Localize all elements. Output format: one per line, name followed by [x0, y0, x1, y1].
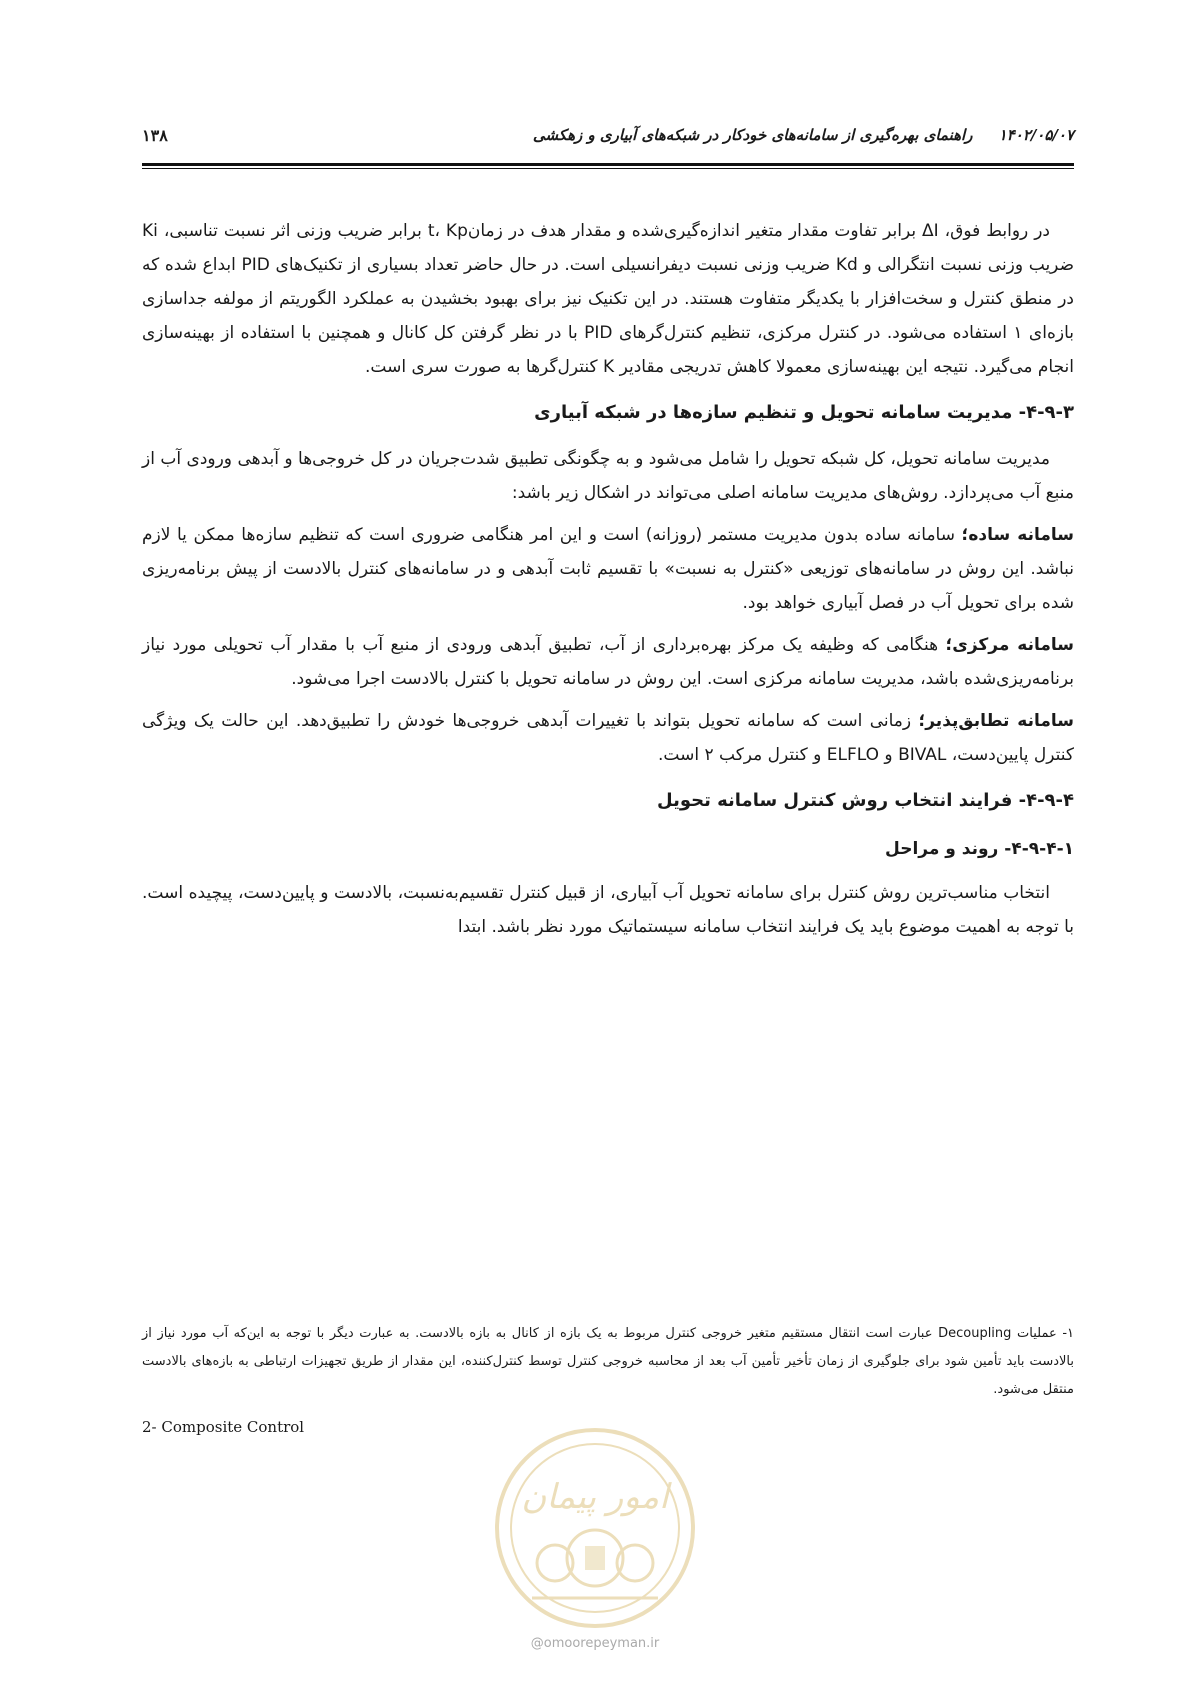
- header-book-title: راهنمای بهره‌گیری از سامانه‌های خودکار در شبکه‌های آبیاری و زهکشی: [532, 126, 973, 144]
- header-rule-thick: [142, 163, 1074, 166]
- heading-4-9-4-1: ۴-۹-۴-۱- روند و مراحل: [885, 839, 1074, 859]
- simple-system-lead: سامانه ساده؛: [961, 525, 1074, 545]
- paragraph-selection: انتخاب مناسب‌ترین روش کنترل برای سامانه تحویل آب آبیاری، از قبیل کنترل تقسیم‌به‌نسبت، بالادست و پایین‌دست، پیچیده است. با توجه به اهمیت موضوع باید یک فرایند انتخاب سامانه سیستماتیک مورد نظر باشد. ابتدا: [142, 883, 1074, 937]
- paragraph-simple-system: [142, 518, 1074, 620]
- watermark-site: @omoorepeyman.ir: [530, 1636, 660, 1651]
- paragraph-central-system: [142, 628, 1074, 696]
- footnote-2: 2- Composite Control: [142, 1418, 305, 1436]
- central-system-lead: سامانه مرکزی؛: [945, 635, 1074, 655]
- body-content: [142, 214, 1074, 952]
- footnotes: [142, 1320, 1074, 1404]
- paragraph-pid: در روابط فوق، ΔI برابر تفاوت مقدار متغیر اندازه‌گیری‌شده و مقدار هدف در زمانt، Kp برابر ضریب وزنی اثر نسبت تناسبی، Ki ضریب وزنی نسبت انتگرالی و Kd ضریب وزنی نسبت دیفرانسیلی است. در حال حاضر تعداد بسیاری از تکنیک‌های PID ابداع شده که در منطق کنترل و سخت‌افزار با یکدیگر متفاوت هستند. در این تکنیک نیز برای بهبود بخشیدن به عملکرد الگوریتم از مولفه جداسازی بازه‌ای ۱ استفاده می‌شود. در کنترل مرکزی، تنظیم کنترل‌گرهای PID با در نظر گرفتن کل کانال و همچنین با استفاده از بهینه‌سازی انجام می‌گیرد. نتیجه این بهینه‌سازی معمولا کاهش تدریجی مقادیر K کنترل‌گرها به صورت سری است.: [142, 221, 1075, 377]
- watermark-seal-icon: [492, 1418, 698, 1638]
- central-system-text: هنگامی که وظیفه یک مرکز بهره‌برداری از آب، تطبیق آبدهی ورودی از منبع آب با مقدار آب تحویلی مورد نیاز برنامه‌ریزی‌شده باشد، مدیریت سامانه مرکزی است. این روش در سامانه تحویل با کنترل بالادست اجرا می‌شود.: [142, 635, 1074, 689]
- page-number: ۱۳۸: [142, 126, 168, 145]
- simple-system-text: سامانه ساده بدون مدیریت مستمر (روزانه) است و این امر هنگامی ضروری است که تنظیم سازه‌ها ممکن یا لازم نباشد. این روش در سامانه‌های توزیعی «کنترل به نسبت» با تقسیم ثابت آبدهی و در سامانه‌های کنترل بالادست از پیش برنامه‌ریزی شده برای تحویل آب در فصل آبیاری خواهد بود.: [142, 525, 1074, 613]
- heading-4-9-3: ۴-۹-۳- مدیریت سامانه تحویل و تنظیم سازه‌ها در شبکه آبیاری: [534, 402, 1074, 423]
- adaptive-system-text: زمانی است که سامانه تحویل بتواند با تغییرات آبدهی خروجی‌ها خودش را تطبیق‌دهد. این حالت یک ویژگی کنترل پایین‌دست، BIVAL و ELFLO و کنترل مرکب ۲ است.: [142, 711, 1074, 765]
- paragraph-delivery-management: مدیریت سامانه تحویل، کل شبکه تحویل را شامل می‌شود و به چگونگی تطبیق شدت‌جریان در کل خروجی‌ها و آبدهی ورودی آب از منبع آب می‌پردازد. روش‌های مدیریت سامانه اصلی می‌تواند در اشکال زیر باشد:: [142, 449, 1074, 503]
- page-header: [142, 126, 1074, 162]
- header-date: ۱۴۰۲/۰۵/۰۷: [998, 126, 1074, 144]
- header-rule-thin: [142, 168, 1074, 169]
- footnote-1: ۱- عملیات Decoupling عبارت است انتقال مستقیم متغیر خروجی کنترل مربوط به یک بازه از کانال به بازه بالادست. به عبارت دیگر با توجه به این‌که آب مورد نیاز از بالادست باید تأمین شود برای جلوگیری از زمان تأخیر تأمین آب بعد از محاسبه خروجی کنترل توسط کنترل‌کننده، این مقدار از طریق تجهیزات ارتباطی به بازه‌های بالادست منتقل می‌شود.: [142, 1326, 1074, 1397]
- watermark-logo-text: امور پیمان: [521, 1477, 669, 1517]
- adaptive-system-lead: سامانه تطابق‌پذیر؛: [918, 711, 1074, 731]
- running-title: [533, 126, 1074, 144]
- heading-4-9-4: ۴-۹-۴- فرایند انتخاب روش کنترل سامانه تحویل: [657, 790, 1074, 811]
- paragraph-adaptive-system: [142, 704, 1074, 772]
